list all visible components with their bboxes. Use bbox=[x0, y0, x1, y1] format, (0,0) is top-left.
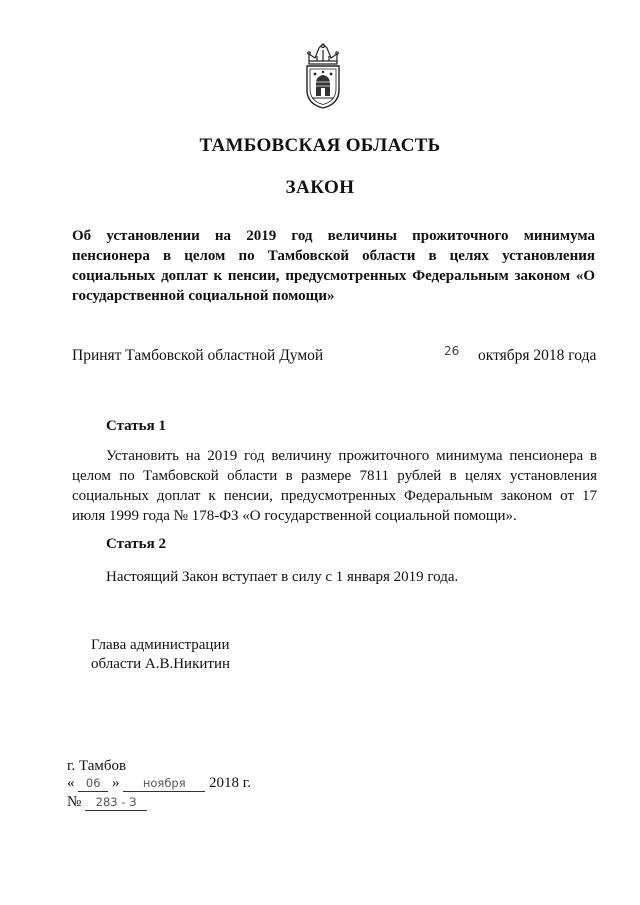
adopted-day-handwritten: 26 bbox=[444, 344, 460, 358]
law-number-line bbox=[67, 794, 147, 811]
adopted-date: октября 2018 года bbox=[478, 347, 597, 364]
signature-block bbox=[91, 636, 230, 674]
article-1-heading: Статья 1 bbox=[106, 418, 166, 434]
signing-day: 06 bbox=[78, 776, 108, 792]
article-2-text: Настоящий Закон вступает в силу с 1 января 2019 года. bbox=[106, 569, 459, 585]
law-number: 283 - З bbox=[85, 795, 147, 811]
signing-date-line bbox=[67, 775, 251, 792]
law-title: Об установлении на 2019 год величины прожиточного минимума пенсионера в целом по Тамбовской области в целях установления социальных доплат к пенсии, предусмотренных Федеральным законом «О государственной социальной помощи» bbox=[72, 228, 595, 304]
region-heading: ТАМБОВСКАЯ ОБЛАСТЬ bbox=[199, 135, 441, 156]
number-prefix: № bbox=[67, 794, 82, 810]
quote-open: « bbox=[67, 775, 75, 791]
document-type-heading: ЗАКОН bbox=[285, 177, 355, 198]
city: г. Тамбов bbox=[67, 758, 127, 774]
signing-year: 2018 г. bbox=[209, 775, 251, 791]
signature-name: области А.В.Никитин bbox=[91, 656, 231, 672]
quote-close: » bbox=[112, 775, 120, 791]
signature-title: Глава администрации bbox=[91, 637, 230, 653]
article-1-text: Установить на 2019 год величину прожиточного минимума пенсионера в целом по Тамбовской области в размере 7811 рублей в целях установления социальных доплат к пенсии, предусмотренных Федеральным законом от 17 июля 1999 года № 178-ФЗ «О государственной социальной помощи». bbox=[72, 448, 597, 524]
signing-month: ноября bbox=[123, 776, 205, 792]
tambov-coat-of-arms-icon bbox=[299, 42, 347, 110]
article-2-heading: Статья 2 bbox=[106, 536, 166, 552]
adopted-statement: Принят Тамбовской областной Думой bbox=[72, 347, 324, 364]
